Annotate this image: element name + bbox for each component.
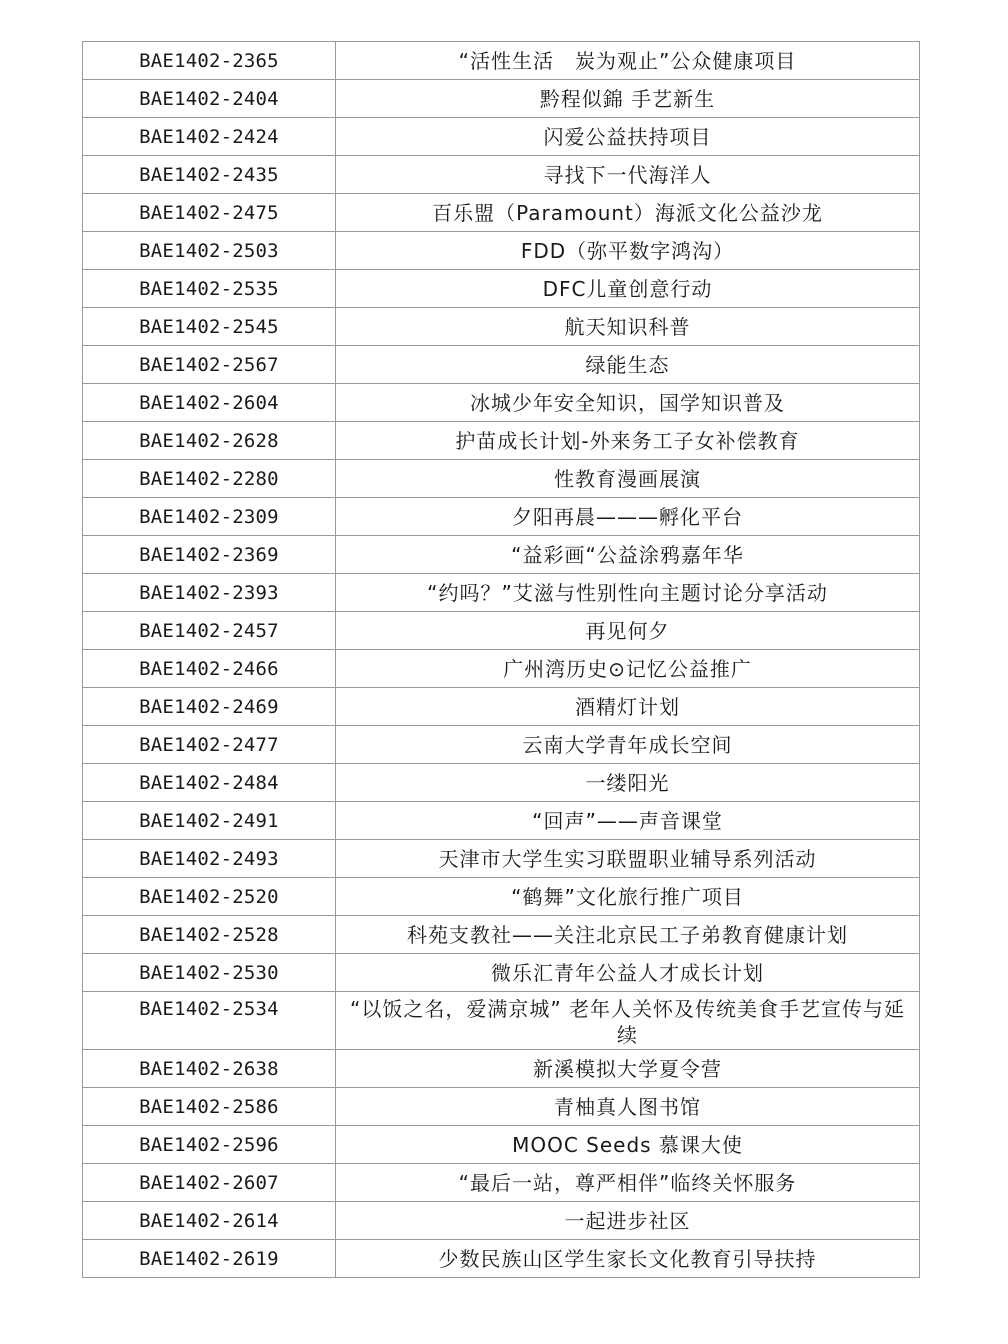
table-row — [83, 42, 920, 80]
project-code: BAE1402-2369 — [83, 536, 336, 574]
project-code: BAE1402-2280 — [83, 460, 336, 498]
project-name: 云南大学青年成长空间 — [336, 726, 920, 764]
table-row — [83, 1240, 920, 1278]
project-name: 绿能生态 — [336, 346, 920, 384]
project-name: “回声”——声音课堂 — [336, 802, 920, 840]
table-row — [83, 536, 920, 574]
table-row — [83, 916, 920, 954]
project-name: “活性生活 炭为观止”公众健康项目 — [336, 42, 920, 80]
project-code: BAE1402-2586 — [83, 1088, 336, 1126]
project-code: BAE1402-2477 — [83, 726, 336, 764]
project-name: 酒精灯计划 — [336, 688, 920, 726]
project-code: BAE1402-2365 — [83, 42, 336, 80]
project-name: “最后一站，尊严相伴”临终关怀服务 — [336, 1164, 920, 1202]
table-row — [83, 308, 920, 346]
project-code: BAE1402-2393 — [83, 574, 336, 612]
project-code: BAE1402-2404 — [83, 80, 336, 118]
project-name: 寻找下一代海洋人 — [336, 156, 920, 194]
table-row — [83, 1164, 920, 1202]
project-code: BAE1402-2491 — [83, 802, 336, 840]
project-name: 航天知识科普 — [336, 308, 920, 346]
table-row — [83, 232, 920, 270]
project-name: 黔程似錦 手艺新生 — [336, 80, 920, 118]
project-code: BAE1402-2528 — [83, 916, 336, 954]
table-row — [83, 574, 920, 612]
table-row — [83, 612, 920, 650]
table-row — [83, 80, 920, 118]
project-name: 性教育漫画展演 — [336, 460, 920, 498]
table-row — [83, 840, 920, 878]
project-code: BAE1402-2604 — [83, 384, 336, 422]
table-row — [83, 802, 920, 840]
table-row — [83, 1050, 920, 1088]
project-name: “益彩画“公益涂鸦嘉年华 — [336, 536, 920, 574]
table-row — [83, 156, 920, 194]
project-code: BAE1402-2619 — [83, 1240, 336, 1278]
project-name: 夕阳再晨———孵化平台 — [336, 498, 920, 536]
project-name: “以饭之名，爱满京城” 老年人关怀及传统美食手艺宣传与延续 — [336, 992, 920, 1050]
table-row — [83, 650, 920, 688]
project-code: BAE1402-2628 — [83, 422, 336, 460]
project-name: 广州湾历史⊙记忆公益推广 — [336, 650, 920, 688]
project-name: 新溪模拟大学夏令营 — [336, 1050, 920, 1088]
project-code: BAE1402-2596 — [83, 1126, 336, 1164]
project-code: BAE1402-2475 — [83, 194, 336, 232]
table-row — [83, 726, 920, 764]
project-code: BAE1402-2469 — [83, 688, 336, 726]
project-code: BAE1402-2503 — [83, 232, 336, 270]
project-code: BAE1402-2493 — [83, 840, 336, 878]
table-row — [83, 384, 920, 422]
project-name: “鹤舞”文化旅行推广项目 — [336, 878, 920, 916]
table-row — [83, 878, 920, 916]
project-name: 一起进步社区 — [336, 1202, 920, 1240]
project-name: 天津市大学生实习联盟职业辅导系列活动 — [336, 840, 920, 878]
table-row — [83, 498, 920, 536]
project-name: 一缕阳光 — [336, 764, 920, 802]
table-row — [83, 1126, 920, 1164]
table-row — [83, 1088, 920, 1126]
table-row — [83, 194, 920, 232]
project-code: BAE1402-2424 — [83, 118, 336, 156]
table-row — [83, 688, 920, 726]
project-code: BAE1402-2530 — [83, 954, 336, 992]
table-row — [83, 346, 920, 384]
project-name: 护苗成长计划-外来务工子女补偿教育 — [336, 422, 920, 460]
table-row — [83, 422, 920, 460]
project-name: 冰城少年安全知识，国学知识普及 — [336, 384, 920, 422]
project-code: BAE1402-2607 — [83, 1164, 336, 1202]
project-name: MOOC Seeds 慕课大使 — [336, 1126, 920, 1164]
project-table-body — [83, 42, 920, 1278]
project-name: 百乐盟（Paramount）海派文化公益沙龙 — [336, 194, 920, 232]
table-row — [83, 270, 920, 308]
project-name: 少数民族山区学生家长文化教育引导扶持 — [336, 1240, 920, 1278]
project-code: BAE1402-2457 — [83, 612, 336, 650]
project-name: 微乐汇青年公益人才成长计划 — [336, 954, 920, 992]
project-code: BAE1402-2567 — [83, 346, 336, 384]
table-row — [83, 954, 920, 992]
project-code: BAE1402-2545 — [83, 308, 336, 346]
project-code: BAE1402-2484 — [83, 764, 336, 802]
project-name: 再见何夕 — [336, 612, 920, 650]
table-row — [83, 764, 920, 802]
project-code: BAE1402-2309 — [83, 498, 336, 536]
project-name: 青柚真人图书馆 — [336, 1088, 920, 1126]
table-row — [83, 118, 920, 156]
table-row — [83, 992, 920, 1050]
project-code: BAE1402-2466 — [83, 650, 336, 688]
project-name: FDD（弥平数字鸿沟） — [336, 232, 920, 270]
project-code: BAE1402-2435 — [83, 156, 336, 194]
project-name: DFC儿童创意行动 — [336, 270, 920, 308]
project-name: 科苑支教社——关注北京民工子弟教育健康计划 — [336, 916, 920, 954]
project-code: BAE1402-2535 — [83, 270, 336, 308]
table-row — [83, 460, 920, 498]
project-code: BAE1402-2520 — [83, 878, 336, 916]
project-code: BAE1402-2614 — [83, 1202, 336, 1240]
table-row — [83, 1202, 920, 1240]
project-name: “约吗？”艾滋与性别性向主题讨论分享活动 — [336, 574, 920, 612]
project-name: 闪爱公益扶持项目 — [336, 118, 920, 156]
project-code: BAE1402-2534 — [83, 992, 336, 1050]
project-code: BAE1402-2638 — [83, 1050, 336, 1088]
project-table — [82, 41, 920, 1278]
